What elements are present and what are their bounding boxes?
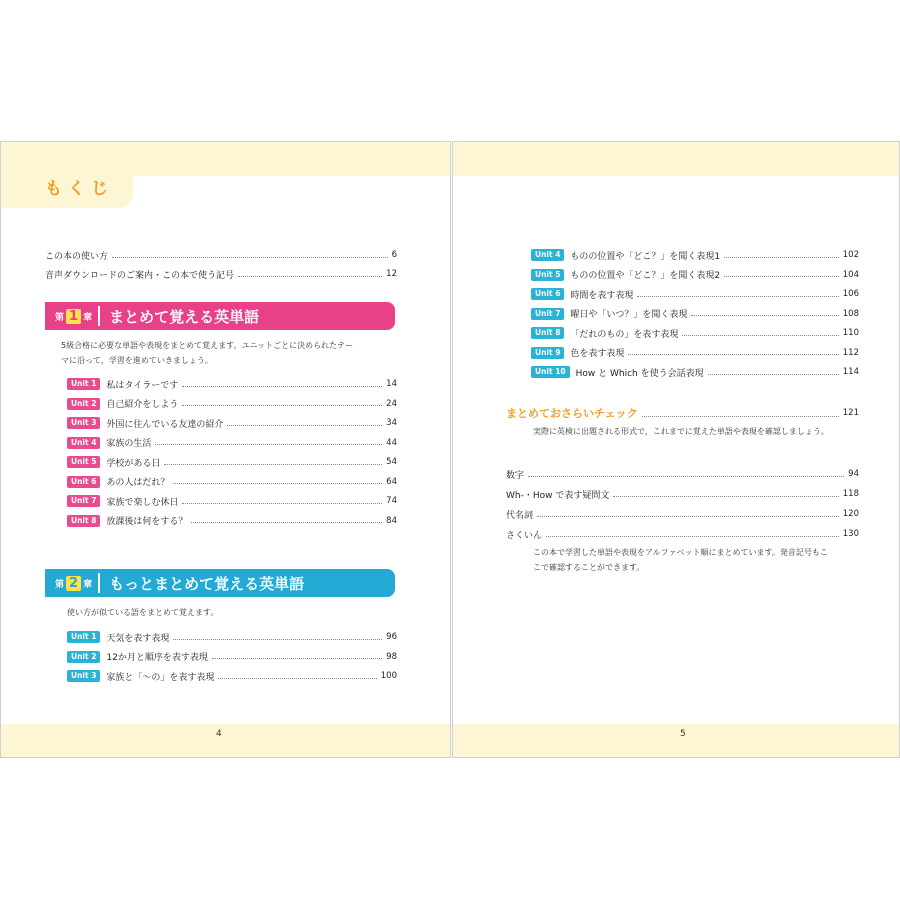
unit-badge: Unit 4	[531, 249, 564, 261]
review-check-entry[interactable]	[506, 405, 859, 421]
page-title: もくじ	[45, 179, 114, 199]
appendix-page: 118	[842, 489, 859, 499]
toc-entry-audio-download[interactable]	[45, 267, 397, 281]
leader-dots	[628, 354, 838, 355]
appendix-page: 94	[848, 469, 859, 479]
entry-label: この本の使い方	[45, 251, 109, 262]
chapter-number: 1	[66, 309, 81, 324]
unit-label: 放課後は何をする？	[106, 517, 188, 527]
chapter-prefix: 第	[55, 312, 65, 323]
unit-badge: Unit 5	[67, 456, 100, 468]
leader-dots	[546, 536, 839, 537]
unit-entry[interactable]	[67, 630, 397, 644]
unit-badge: Unit 2	[67, 398, 100, 410]
unit-badge: Unit 8	[531, 327, 564, 339]
unit-entry[interactable]	[531, 307, 859, 321]
leader-dots	[708, 374, 839, 375]
leader-dots	[182, 405, 382, 406]
unit-page: 54	[386, 457, 397, 467]
unit-label: 色を表す表現	[570, 349, 625, 359]
review-description: 実際に英検に出題される形式で，これまでに覚えた単語や表現を確認しましょう。	[533, 427, 829, 436]
unit-entry[interactable]	[67, 669, 397, 683]
unit-page: 14	[386, 379, 397, 389]
chapter-lead	[55, 576, 92, 591]
appendix-entry[interactable]	[506, 487, 859, 501]
chapter-2-header[interactable]	[45, 569, 395, 597]
unit-entry[interactable]	[531, 268, 859, 282]
leader-dots	[155, 444, 382, 445]
leader-dots	[173, 639, 382, 640]
chapter-prefix: 第	[55, 579, 65, 590]
unit-entry[interactable]	[67, 377, 397, 391]
unit-label: 「だれのもの」を表す表現	[570, 329, 679, 340]
unit-badge: Unit 7	[531, 308, 564, 320]
description-line: 5級合格に必要な単語や表現をまとめて覚えます。ユニットごとに決められたテー	[61, 341, 354, 350]
unit-entry[interactable]	[531, 326, 859, 340]
unit-label: 家族の生活	[106, 439, 152, 449]
unit-entry[interactable]	[67, 514, 397, 528]
unit-entry[interactable]	[531, 287, 859, 301]
unit-entry[interactable]	[67, 397, 397, 411]
leader-dots	[112, 257, 388, 258]
leader-dots	[637, 296, 838, 297]
unit-page: 100	[380, 671, 397, 681]
page-number: 5	[680, 729, 686, 739]
unit-badge: Unit 2	[67, 651, 100, 663]
leader-dots	[173, 483, 382, 484]
leader-dots	[642, 416, 839, 417]
toc-entry-how-to-use[interactable]	[45, 248, 397, 262]
chapter-lead	[55, 309, 92, 324]
unit-badge: Unit 6	[531, 288, 564, 300]
unit-badge: Unit 1	[67, 631, 100, 643]
appendix-entry[interactable]	[506, 507, 859, 521]
unit-badge: Unit 4	[67, 437, 100, 449]
unit-label: あの人はだれ？	[106, 478, 170, 488]
leader-dots	[227, 425, 382, 426]
leader-dots	[691, 315, 838, 316]
unit-badge: Unit 6	[67, 476, 100, 488]
chapter-title: もっとまとめて覚える英単語	[109, 574, 305, 593]
appendix-label: Wh-・How で表す疑問文	[506, 490, 610, 501]
unit-page: 44	[386, 437, 397, 448]
unit-page: 64	[386, 476, 397, 487]
unit-label: 時間を表す表現	[570, 290, 634, 301]
unit-badge: Unit 7	[67, 495, 100, 507]
appendix-label: さくいん	[506, 530, 543, 541]
chapter-divider	[98, 306, 100, 326]
appendix-label: 数字	[506, 470, 525, 481]
leader-dots	[218, 678, 376, 679]
unit-label: 私はタイラーです	[106, 380, 179, 391]
entry-page: 6	[391, 250, 397, 260]
unit-label: How と Which を使う会話表現	[575, 368, 704, 379]
chapter-1-header[interactable]	[45, 302, 395, 330]
unit-page: 24	[386, 398, 397, 409]
unit-entry[interactable]	[531, 365, 859, 379]
chapter-1-description	[61, 338, 401, 368]
unit-page: 112	[842, 347, 859, 358]
leader-dots	[682, 335, 838, 336]
unit-label: 12か月と順序を表す表現	[106, 653, 208, 663]
index-description	[533, 545, 873, 575]
entry-page: 121	[842, 408, 859, 418]
leader-dots	[613, 496, 838, 497]
unit-label: ものの位置や「どこ？」を聞く表現1	[570, 251, 721, 262]
leader-dots	[212, 658, 382, 659]
chapter-title: まとめて覚える英単語	[109, 307, 260, 326]
unit-entry[interactable]	[531, 248, 859, 262]
unit-label: 天気を表す表現	[106, 633, 170, 644]
appendix-page: 120	[842, 509, 859, 519]
leader-dots	[191, 522, 382, 523]
unit-entry[interactable]	[67, 475, 397, 489]
unit-page: 96	[386, 632, 397, 642]
chapter-suffix: 章	[83, 579, 93, 590]
description-line: この本で学習した単語や表現をアルファベット順にまとめています。発音記号もこ	[533, 548, 828, 557]
right-page	[452, 141, 900, 758]
leader-dots	[724, 257, 839, 258]
unit-badge: Unit 3	[67, 670, 100, 682]
chapter-suffix: 章	[83, 312, 93, 323]
chapter-number: 2	[66, 576, 81, 591]
leader-dots	[164, 464, 382, 465]
leader-dots	[182, 386, 382, 387]
unit-entry[interactable]	[67, 650, 397, 664]
bottom-band	[453, 724, 899, 757]
unit-label: 家族で楽しむ休日	[106, 497, 179, 508]
leader-dots	[238, 276, 382, 277]
book-spread	[0, 141, 900, 758]
leader-dots	[537, 516, 839, 517]
unit-badge: Unit 5	[531, 269, 564, 281]
chapter-2-description: 使い方が似ている語をまとめて覚えます。	[67, 608, 219, 617]
leader-dots	[182, 503, 382, 504]
unit-label: 自己紹介をしよう	[106, 400, 179, 410]
bottom-band	[1, 724, 450, 757]
unit-page: 110	[842, 328, 859, 338]
chapter-divider	[98, 573, 100, 593]
appendix-label: 代名詞	[506, 510, 534, 521]
entry-page: 12	[386, 269, 397, 279]
unit-badge: Unit 3	[67, 417, 100, 429]
entry-label: 音声ダウンロードのご案内・この本で使う記号	[45, 270, 235, 281]
unit-page: 114	[842, 367, 859, 377]
unit-page: 106	[842, 289, 859, 299]
leader-dots	[724, 276, 839, 277]
unit-entry[interactable]	[67, 494, 397, 508]
description-line: マに沿って，学習を進めていきましょう。	[61, 356, 213, 365]
page-number: 4	[216, 729, 222, 739]
unit-badge: Unit 9	[531, 347, 564, 359]
unit-entry[interactable]	[67, 455, 397, 469]
unit-badge: Unit 10	[531, 366, 570, 378]
appendix-entry[interactable]	[506, 467, 859, 481]
appendix-entry[interactable]	[506, 527, 859, 541]
unit-page: 98	[386, 651, 397, 662]
unit-label: 家族と「～の」を表す表現	[106, 672, 215, 683]
unit-entry[interactable]	[531, 346, 859, 360]
left-page	[0, 141, 451, 758]
unit-entry[interactable]	[67, 416, 397, 430]
unit-label: 学校がある日	[106, 458, 161, 469]
unit-page: 34	[386, 418, 397, 428]
leader-dots	[528, 476, 844, 477]
unit-label: ものの位置や「どこ？」を聞く表現2	[570, 271, 721, 281]
unit-label: 曜日や「いつ？」を聞く表現	[570, 310, 688, 320]
top-band	[453, 142, 899, 176]
description-line: こで確認することができます。	[533, 563, 645, 572]
unit-entry[interactable]	[67, 436, 397, 450]
unit-label: 外国に住んでいる友達の紹介	[106, 419, 224, 430]
unit-page: 104	[842, 269, 859, 280]
unit-page: 84	[386, 515, 397, 526]
unit-page: 74	[386, 496, 397, 506]
review-label: まとめておさらいチェック	[506, 407, 638, 420]
unit-page: 108	[842, 308, 859, 319]
appendix-page: 130	[842, 529, 859, 539]
unit-page: 102	[842, 250, 859, 260]
unit-badge: Unit 1	[67, 378, 100, 390]
unit-badge: Unit 8	[67, 515, 100, 527]
